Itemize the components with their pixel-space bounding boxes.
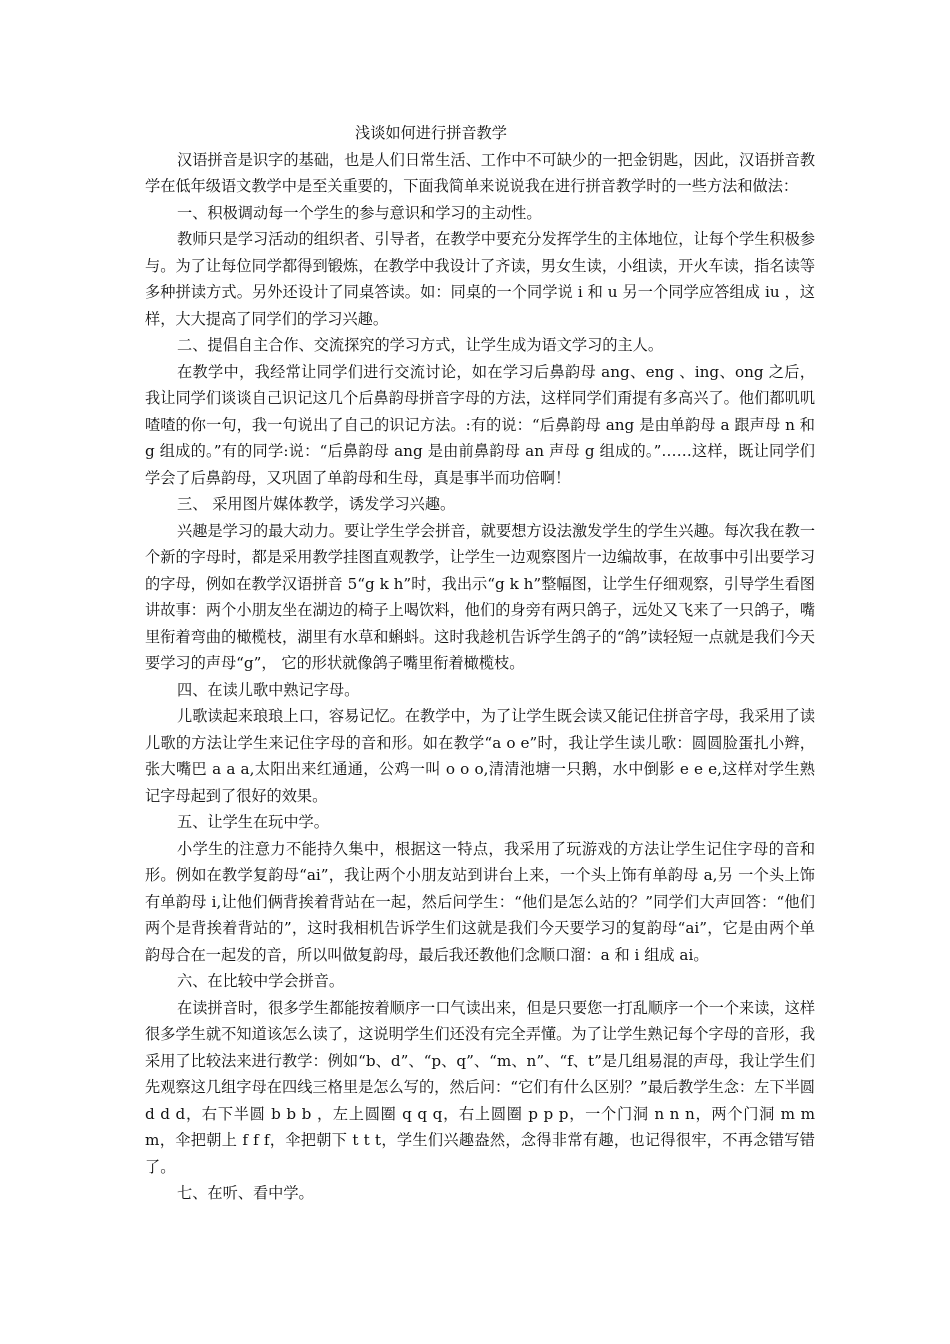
intro-paragraph: 汉语拼音是识字的基础，也是人们日常生活、工作中不可缺少的一把金钥匙，因此，汉语拼音教学在低年级语文教学中是至关重要的，下面我简单来说说我在进行拼音教学时的一些方法和做法：	[145, 150, 815, 195]
section-heading-7: 七、在听、看中学。	[177, 1184, 314, 1202]
section-heading-2: 二、提倡自主合作、交流探究的学习方式，让学生成为语文学习的主人。	[177, 336, 663, 354]
section-heading-6: 六、在比较中学会拼音。	[177, 972, 345, 990]
section-heading-3: 三、 采用图片媒体教学，诱发学习兴趣。	[177, 495, 456, 513]
document-page	[145, 120, 815, 1207]
body-paragraph: 儿歌读起来琅琅上口，容易记忆。在教学中，为了让学生既会读又能记住拼音字母，我采用了读儿歌的方法让学生来记住字母的音和形。如在教学“a o e”时，我让学生读儿歌：圆圆脸蛋扎小辫，张大嘴巴 a a a,太阳出来红通通，公鸡一叫 o o o,清清池塘一只鹅，水中倒影 e e e,这样对学生熟记字母起到了很好的效果。	[145, 707, 815, 805]
body-paragraph: 小学生的注意力不能持久集中，根据这一特点，我采用了玩游戏的方法让学生记住字母的音和形。例如在教学复韵母“ai”，我让两个小朋友站到讲台上来，一个头上饰有单韵母 a,另 一个头上饰有单韵母 i,让他们俩背挨着背站在一起，然后问学生：“他们是怎么站的？”同学们大声回答：“他们两个是背挨着背站的”，这时我相机告诉学生们这就是我们今天要学习的复韵母“ai”，它是由两个单韵母合在一起发的音，所以叫做复韵母，最后我还教他们念顺口溜：a 和 i 组成 ai。	[145, 839, 815, 964]
section-heading-4: 四、在读儿歌中熟记字母。	[177, 680, 360, 699]
document-title: 浅谈如何进行拼音教学	[355, 124, 507, 142]
body-paragraph: 兴趣是学习的最大动力。要让学生学会拼音，就要想方设法激发学生的学生兴趣。每次我在教一个新的字母时，都是采用教学挂图直观教学，让学生一边观察图片一边编故事，在故事中引出要学习的字母，例如在教学汉语拼音 5“g k h”时，我出示“g k h”整幅图，让学生仔细观察，引导学生看图讲故事：两个小朋友坐在湖边的椅子上喝饮料，他们的身旁有两只鸽子，远处又飞来了一只鸽子，嘴里衔着弯曲的橄榄枝，湖里有水草和蝌蚪。这时我趁机告诉学生鸽子的“鸽”读轻短一点就是我们今天要学习的声母“g”， 它的形状就像鸽子嘴里衔着橄榄枝。	[145, 521, 815, 672]
body-paragraph: 在教学中，我经常让同学们进行交流讨论，如在学习后鼻韵母 ang、eng 、ing、ong 之后，我让同学们谈谈自己识记这几个后鼻韵母拼音字母的方法，这样同学们甭提有多高兴了。他们都叽叽喳喳的你一句，我一句说出了自己的识记方法。:有的说：“后鼻韵母 ang 是由单韵母 a 跟声母 n 和 g 组成的。”有的同学:说：“后鼻韵母 ang 是由前鼻韵母 an 声母 g 组成的。”……这样，既让同学们学会了后鼻韵母，又巩固了单韵母和生母，真是事半而功倍啊！	[145, 362, 815, 487]
section-heading-1: 一、积极调动每一个学生的参与意识和学习的主动性。	[177, 203, 542, 222]
body-paragraph: 在读拼音时，很多学生都能按着顺序一口气读出来，但是只要您一打乱顺序一个一个来读，这样很多学生就不知道该怎么读了，这说明学生们还没有完全弄懂。为了让学生熟记每个字母的音形，我采用了比较法来进行教学：例如“b、d”、“p、q”、“m、n”、“f、t”是几组易混的声母，我让学生们先观察这几组字母在四线三格里是怎么写的，然后问：“它们有什么区别？”最后教学生念：左下半圆 d d d，右下半圆 b b b ，左上圆圈 q q q，右上圆圈 p p p，一个门洞 n n n，两个门洞 m m m，伞把朝上 f f f，伞把朝下 t t t，学生们兴趣盎然，念得非常有趣，也记得很牢，不再念错写错了。	[145, 998, 815, 1176]
body-paragraph: 教师只是学习活动的组织者、引导者，在教学中要充分发挥学生的主体地位，让每个学生积极参与。为了让每位同学都得到锻炼，在教学中我设计了齐读，男女生读，小组读，开火车读，指名读等多种拼读方式。另外还设计了同桌答读。如：同桌的一个同学说 i 和 u 另一个同学应答组成 iu ，这样，大大提高了同学们的学习兴趣。	[145, 230, 815, 328]
section-heading-5: 五、让学生在玩中学。	[177, 813, 329, 831]
